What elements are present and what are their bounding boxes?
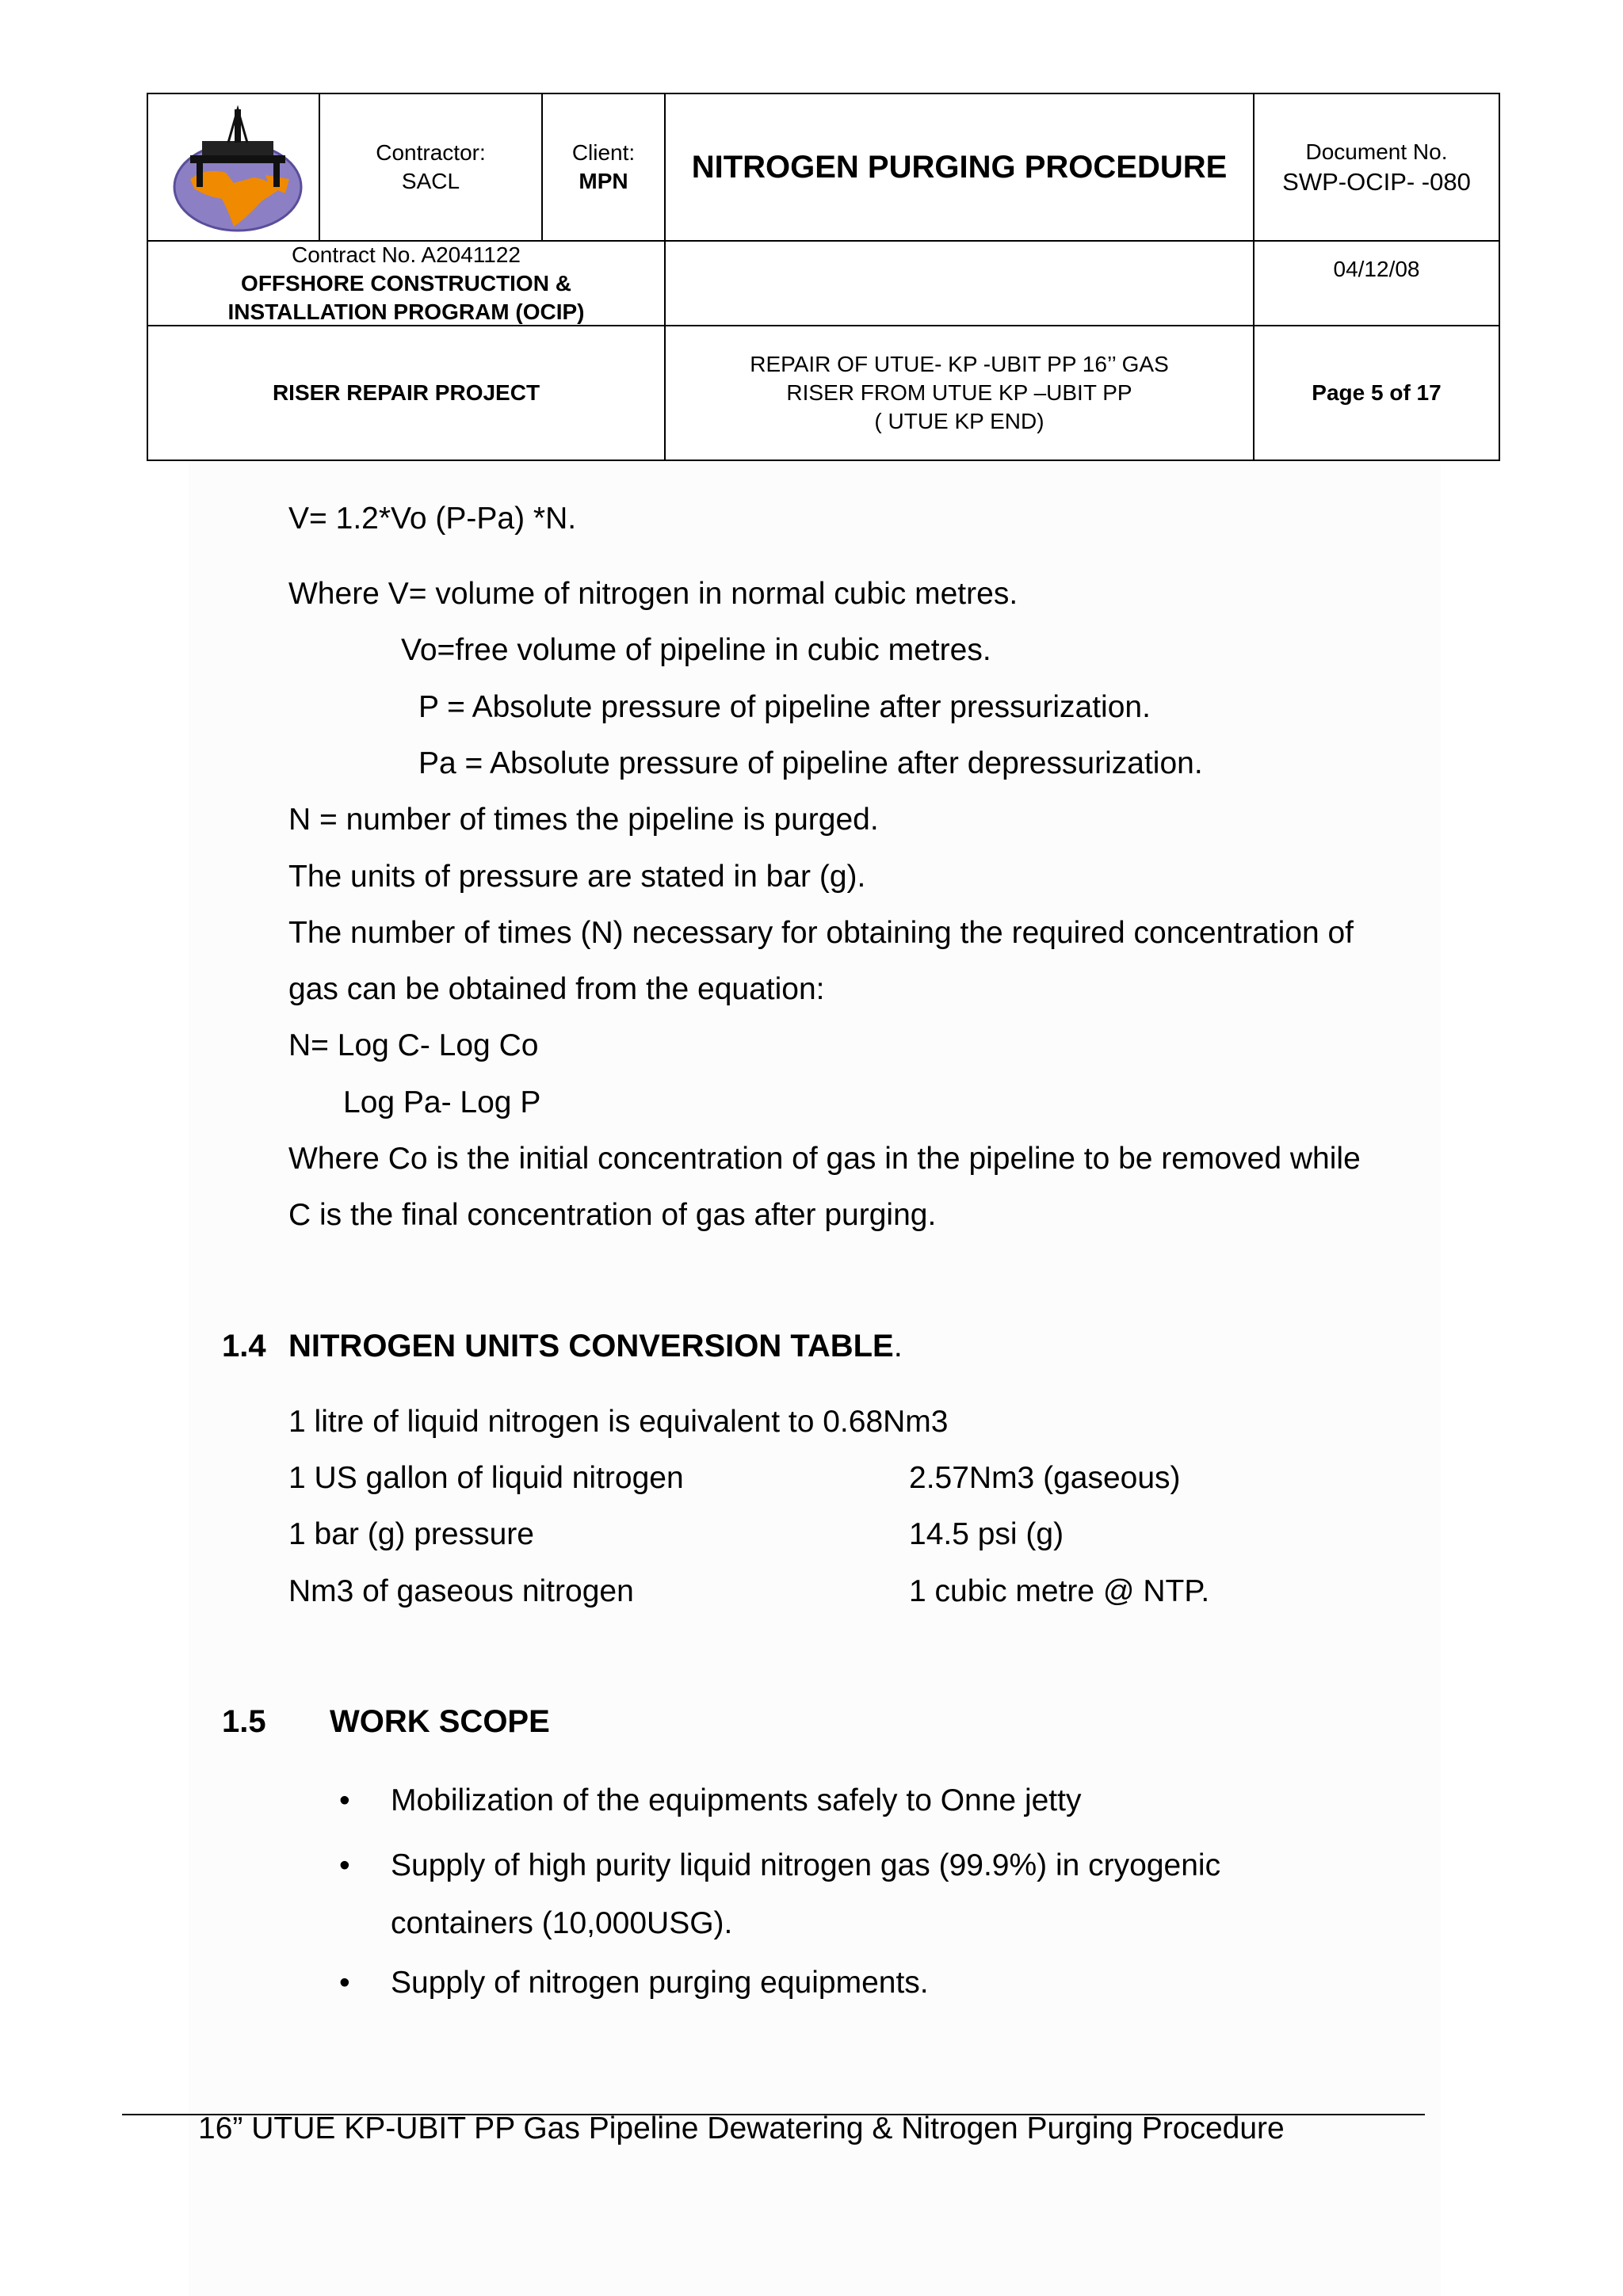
conversion-row-right: 2.57Nm3 (gaseous)	[909, 1461, 1181, 1495]
bullet-symbol: •	[339, 1848, 350, 1882]
project-name: RISER REPAIR PROJECT	[272, 380, 540, 405]
p-definition: P = Absolute pressure of pipeline after pressurization.	[418, 690, 1151, 724]
repair-line-2: RISER FROM UTUE KP –UBIT PP	[786, 380, 1132, 405]
conversion-row-left: Nm3 of gaseous nitrogen	[288, 1574, 634, 1608]
section-title: WORK SCOPE	[330, 1704, 550, 1739]
contract-number: Contract No. A2041122	[291, 242, 521, 267]
vo-definition: Vo=free volume of pipeline in cubic metres.	[401, 633, 991, 667]
pa-definition: Pa = Absolute pressure of pipeline after depressurization.	[418, 746, 1203, 780]
number-of-times-line-2: gas can be obtained from the equation:	[288, 972, 825, 1006]
n-formula-numerator: N= Log C- Log Co	[288, 1028, 539, 1062]
bullet-symbol: •	[339, 1966, 350, 2000]
section-number: 1.4	[222, 1329, 266, 1363]
repair-line-3: ( UTUE KP END)	[874, 409, 1044, 433]
conversion-row-left: 1 bar (g) pressure	[288, 1517, 534, 1551]
contractor-value: SACL	[401, 169, 460, 193]
conversion-row-right: 14.5 psi (g)	[909, 1517, 1064, 1551]
n-definition: N = number of times the pipeline is purged.	[288, 803, 879, 837]
repair-line-1: REPAIR OF UTUE- KP -UBIT PP 16’’ GAS	[750, 352, 1169, 376]
page-number: Page 5 of 17	[1312, 380, 1442, 405]
contractor-cell	[320, 94, 541, 240]
concentration-definition-line-1: Where Co is the initial concentration of gas in the pipeline to be removed while	[288, 1142, 1361, 1176]
client-value: MPN	[579, 169, 628, 193]
work-scope-item: Supply of high purity liquid nitrogen gas (99.9%) in cryogenic	[391, 1848, 1221, 1882]
number-of-times-line-1: The number of times (N) necessary for obtaining the required concentration of	[288, 916, 1354, 950]
section-title	[288, 1328, 903, 1364]
pressure-units-note: The units of pressure are stated in bar (g).	[288, 860, 866, 894]
client-cell	[543, 94, 664, 240]
conversion-intro: 1 litre of liquid nitrogen is equivalent to 0.68Nm3	[288, 1405, 949, 1439]
contract-cell	[148, 242, 664, 325]
work-scope-item: Supply of nitrogen purging equipments.	[391, 1966, 929, 2000]
client-label: Client:	[571, 140, 636, 165]
section-number: 1.5	[222, 1704, 266, 1739]
conversion-row-left: 1 US gallon of liquid nitrogen	[288, 1461, 684, 1495]
concentration-definition-line-2: C is the final concentration of gas after purging.	[288, 1198, 937, 1232]
bullet-symbol: •	[339, 1783, 350, 1817]
document-number-value: SWP-OCIP- -080	[1282, 168, 1471, 196]
conversion-row-right: 1 cubic metre @ NTP.	[909, 1574, 1210, 1608]
section-title-text: NITROGEN UNITS CONVERSION TABLE	[288, 1329, 894, 1363]
contractor-label: Contractor:	[376, 140, 486, 165]
document-number-cell	[1254, 94, 1499, 240]
where-v-definition: Where V= volume of nitrogen in normal cubic metres.	[288, 577, 1018, 611]
document-title: NITROGEN PURGING PROCEDURE	[691, 149, 1228, 185]
repair-description	[666, 326, 1253, 460]
program-line-1: OFFSHORE CONSTRUCTION &	[241, 270, 571, 296]
volume-formula: V= 1.2*Vo (P-Pa) *N.	[288, 502, 577, 536]
page-background	[189, 460, 1441, 2296]
n-formula-denominator: Log Pa- Log P	[343, 1085, 541, 1119]
work-scope-item: Mobilization of the equipments safely to Onne jetty	[391, 1783, 1082, 1817]
footer-text: 16” UTUE KP-UBIT PP Gas Pipeline Dewatering & Nitrogen Purging Procedure	[198, 2111, 1285, 2145]
section-title-suffix: .	[893, 1329, 903, 1363]
company-logo	[148, 94, 319, 240]
document-header-table	[147, 93, 1500, 461]
document-date: 04/12/08	[1333, 257, 1420, 281]
program-line-2: INSTALLATION PROGRAM (OCIP)	[227, 299, 585, 324]
document-number-label: Document No.	[1305, 139, 1448, 164]
work-scope-item-continuation: containers (10,000USG).	[391, 1906, 733, 1940]
